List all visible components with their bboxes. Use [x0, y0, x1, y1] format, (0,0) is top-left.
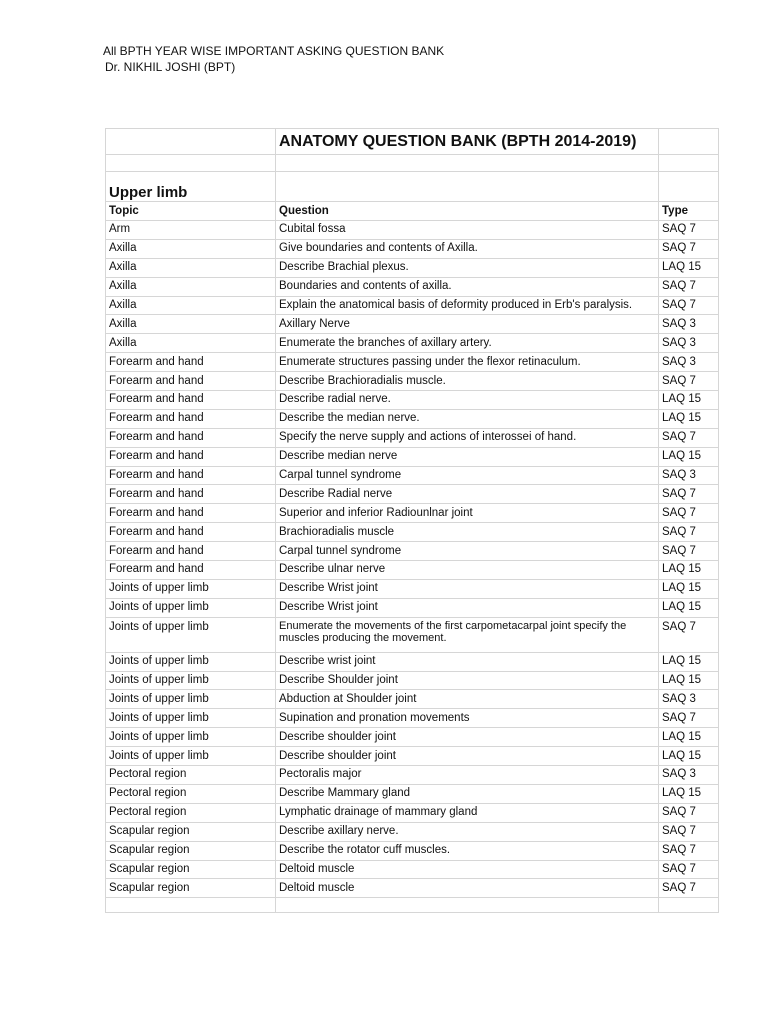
- topic-cell: Axilla: [106, 315, 276, 334]
- question-cell: Describe Shoulder joint: [276, 671, 659, 690]
- question-cell: Specify the nerve supply and actions of interossei of hand.: [276, 428, 659, 447]
- table-row: [106, 879, 719, 898]
- table-row: [106, 466, 719, 485]
- type-cell: SAQ 7: [659, 296, 719, 315]
- question-cell: Describe the rotator cuff muscles.: [276, 841, 659, 860]
- question-cell: Describe axillary nerve.: [276, 822, 659, 841]
- question-cell: Carpal tunnel syndrome: [276, 542, 659, 561]
- column-header-question: Question: [276, 202, 659, 221]
- question-cell: Describe Mammary gland: [276, 784, 659, 803]
- topic-cell: Pectoral region: [106, 784, 276, 803]
- type-cell: LAQ 15: [659, 728, 719, 747]
- column-header-row: [106, 202, 719, 221]
- column-header-topic: Topic: [106, 202, 276, 221]
- header-author: Dr. NIKHIL JOSHI (BPT): [105, 60, 236, 74]
- topic-cell: Forearm and hand: [106, 353, 276, 372]
- topic-cell: Axilla: [106, 277, 276, 296]
- question-cell: Describe ulnar nerve: [276, 561, 659, 580]
- table-row: [106, 598, 719, 617]
- table-row: [106, 447, 719, 466]
- table-row: [106, 690, 719, 709]
- topic-cell: Scapular region: [106, 822, 276, 841]
- type-cell: SAQ 7: [659, 860, 719, 879]
- table-row: [106, 428, 719, 447]
- question-cell: Abduction at Shoulder joint: [276, 690, 659, 709]
- type-cell: LAQ 15: [659, 671, 719, 690]
- topic-cell: Forearm and hand: [106, 391, 276, 410]
- table-row: [106, 671, 719, 690]
- type-cell: SAQ 7: [659, 372, 719, 391]
- question-cell: Describe Brachioradialis muscle.: [276, 372, 659, 391]
- type-cell: SAQ 7: [659, 523, 719, 542]
- topic-cell: Joints of upper limb: [106, 728, 276, 747]
- type-cell: LAQ 15: [659, 652, 719, 671]
- topic-cell: Joints of upper limb: [106, 747, 276, 766]
- type-cell: LAQ 15: [659, 579, 719, 598]
- question-cell: Lymphatic drainage of mammary gland: [276, 803, 659, 822]
- type-cell: LAQ 15: [659, 747, 719, 766]
- type-cell: SAQ 3: [659, 315, 719, 334]
- question-cell: Describe Wrist joint: [276, 579, 659, 598]
- topic-cell: Forearm and hand: [106, 409, 276, 428]
- question-cell: Brachioradialis muscle: [276, 523, 659, 542]
- topic-cell: Scapular region: [106, 841, 276, 860]
- table-title-row: [106, 129, 719, 155]
- table-row: [106, 523, 719, 542]
- type-cell: SAQ 7: [659, 822, 719, 841]
- topic-cell: Forearm and hand: [106, 523, 276, 542]
- topic-cell: Forearm and hand: [106, 504, 276, 523]
- type-cell: SAQ 7: [659, 617, 719, 652]
- table-row: [106, 221, 719, 240]
- type-cell: SAQ 7: [659, 221, 719, 240]
- type-cell: SAQ 3: [659, 353, 719, 372]
- table-row: [106, 353, 719, 372]
- table-row: [106, 652, 719, 671]
- topic-cell: Scapular region: [106, 860, 276, 879]
- topic-cell: Axilla: [106, 296, 276, 315]
- table-row: [106, 485, 719, 504]
- question-cell: Describe shoulder joint: [276, 728, 659, 747]
- topic-cell: Forearm and hand: [106, 485, 276, 504]
- table-row: [106, 296, 719, 315]
- question-cell: Describe shoulder joint: [276, 747, 659, 766]
- question-cell: Describe Brachial plexus.: [276, 258, 659, 277]
- table-row: [106, 315, 719, 334]
- type-cell: SAQ 7: [659, 239, 719, 258]
- topic-cell: Joints of upper limb: [106, 671, 276, 690]
- type-cell: LAQ 15: [659, 391, 719, 410]
- table-row: [106, 372, 719, 391]
- table-row: [106, 860, 719, 879]
- question-cell: Superior and inferior Radiounlnar joint: [276, 504, 659, 523]
- type-cell: SAQ 7: [659, 841, 719, 860]
- type-cell: LAQ 15: [659, 784, 719, 803]
- section-title: Upper limb: [106, 172, 276, 202]
- section-row: [106, 172, 719, 202]
- topic-cell: Pectoral region: [106, 803, 276, 822]
- table-row: [106, 258, 719, 277]
- empty-row: [106, 898, 719, 913]
- topic-cell: Arm: [106, 221, 276, 240]
- type-cell: LAQ 15: [659, 598, 719, 617]
- column-header-type: Type: [659, 202, 719, 221]
- topic-cell: Axilla: [106, 334, 276, 353]
- table-row: [106, 542, 719, 561]
- question-cell: Carpal tunnel syndrome: [276, 466, 659, 485]
- type-cell: LAQ 15: [659, 561, 719, 580]
- question-cell: Axillary Nerve: [276, 315, 659, 334]
- table-row: [106, 709, 719, 728]
- question-cell: Describe the median nerve.: [276, 409, 659, 428]
- topic-cell: Forearm and hand: [106, 542, 276, 561]
- topic-cell: Forearm and hand: [106, 466, 276, 485]
- question-cell: Cubital fossa: [276, 221, 659, 240]
- topic-cell: Forearm and hand: [106, 372, 276, 391]
- question-cell: Deltoid muscle: [276, 879, 659, 898]
- table-row: [106, 561, 719, 580]
- question-cell: Describe radial nerve.: [276, 391, 659, 410]
- table-row: [106, 841, 719, 860]
- question-cell: Enumerate structures passing under the flexor retinaculum.: [276, 353, 659, 372]
- topic-cell: Joints of upper limb: [106, 617, 276, 652]
- type-cell: SAQ 3: [659, 766, 719, 785]
- type-cell: SAQ 7: [659, 542, 719, 561]
- table-row: [106, 277, 719, 296]
- type-cell: SAQ 3: [659, 334, 719, 353]
- type-cell: SAQ 3: [659, 690, 719, 709]
- table-row: [106, 747, 719, 766]
- table-row: [106, 239, 719, 258]
- question-cell: Boundaries and contents of axilla.: [276, 277, 659, 296]
- type-cell: SAQ 7: [659, 803, 719, 822]
- table-row: [106, 391, 719, 410]
- topic-cell: Joints of upper limb: [106, 652, 276, 671]
- type-cell: SAQ 7: [659, 277, 719, 296]
- type-cell: LAQ 15: [659, 447, 719, 466]
- topic-cell: Joints of upper limb: [106, 598, 276, 617]
- table-row: [106, 766, 719, 785]
- type-cell: SAQ 7: [659, 879, 719, 898]
- topic-cell: Joints of upper limb: [106, 579, 276, 598]
- table-row: [106, 617, 719, 652]
- table-row: [106, 822, 719, 841]
- table-row: [106, 334, 719, 353]
- question-cell: Deltoid muscle: [276, 860, 659, 879]
- topic-cell: Scapular region: [106, 879, 276, 898]
- topic-cell: Pectoral region: [106, 766, 276, 785]
- topic-cell: Forearm and hand: [106, 428, 276, 447]
- document-header: [103, 43, 444, 75]
- question-cell: Give boundaries and contents of Axilla.: [276, 239, 659, 258]
- type-cell: SAQ 7: [659, 485, 719, 504]
- topic-cell: Joints of upper limb: [106, 709, 276, 728]
- question-cell: Describe median nerve: [276, 447, 659, 466]
- question-cell: Enumerate the branches of axillary artery.: [276, 334, 659, 353]
- table-row: [106, 784, 719, 803]
- question-cell: Describe wrist joint: [276, 652, 659, 671]
- type-cell: SAQ 7: [659, 504, 719, 523]
- type-cell: SAQ 7: [659, 709, 719, 728]
- table-row: [106, 728, 719, 747]
- table-row: [106, 409, 719, 428]
- header-title: All BPTH YEAR WISE IMPORTANT ASKING QUESTION BANK: [103, 44, 445, 58]
- type-cell: LAQ 15: [659, 409, 719, 428]
- question-cell: Pectoralis major: [276, 766, 659, 785]
- table-row: [106, 579, 719, 598]
- question-bank-table: [105, 128, 719, 913]
- table-row: [106, 803, 719, 822]
- table-title: ANATOMY QUESTION BANK (BPTH 2014-2019): [276, 129, 659, 155]
- question-cell: Describe Radial nerve: [276, 485, 659, 504]
- type-cell: SAQ 7: [659, 428, 719, 447]
- table-row: [106, 504, 719, 523]
- question-cell: Explain the anatomical basis of deformity produced in Erb's paralysis.: [276, 296, 659, 315]
- type-cell: SAQ 3: [659, 466, 719, 485]
- spacer-row: [106, 155, 719, 172]
- topic-cell: Joints of upper limb: [106, 690, 276, 709]
- topic-cell: Forearm and hand: [106, 447, 276, 466]
- type-cell: LAQ 15: [659, 258, 719, 277]
- topic-cell: Forearm and hand: [106, 561, 276, 580]
- topic-cell: Axilla: [106, 258, 276, 277]
- topic-cell: Axilla: [106, 239, 276, 258]
- question-cell: Supination and pronation movements: [276, 709, 659, 728]
- question-cell: Describe Wrist joint: [276, 598, 659, 617]
- question-cell: Enumerate the movements of the first carpometacarpal joint specify the muscles producing the movement.: [276, 617, 659, 652]
